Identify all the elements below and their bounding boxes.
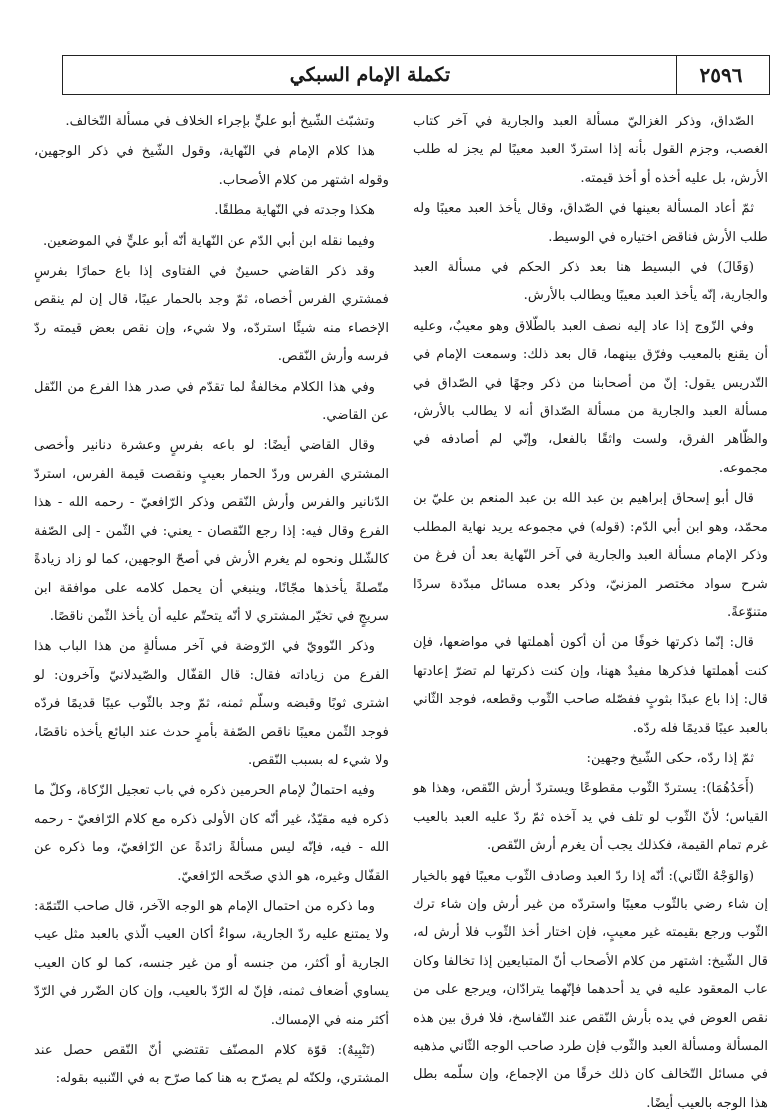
paragraph: وفي الزّوج إذا عاد إليه نصف العبد بالطّلاق وهو معيبٌ، وعليه أن يقنع بالمعيب وفرّق بينهما، قال بعد ذلك: وسمعت الإمام في التّدريس يقول: إنّ من أصحابنا من ذكر وجهًا في الصّداق في مسألة العبد والجارية من مسألة الصّداق أنه لا يطالب بالأرش، والظّاهر الفرق، ولست واثقًا بالفعل، وإنّي لم أصادفه في مجموعه. (413, 318, 768, 476)
paragraph: (وَقَالَ) في البسيط هنا بعد ذكر الحكم في مسألة العبد والجارية، إنّه يأخذ العبد معيبًا ويطالب بالأرش. (413, 260, 768, 304)
header-divider (676, 56, 677, 94)
paragraph: وتشبّث الشّيخ أبو عليٍّ بإجراء الخلاف في مسألة التّخالف. (65, 114, 375, 129)
paragraph: وفيما نقله ابن أبي الدّم عن النّهاية أنّه أبو عليٍّ في الموضعين. (42, 233, 375, 249)
page-number: ٢٥٩٦ (699, 63, 743, 87)
paragraph: (أَحَدُهُمَا): يستردّ الثّوب مقطوعًا ويستردّ أرش النّقص، وهذا هو القياس؛ لأنّ الثّوب لو تلف في يد آخذه ثمّ ردّ عليه العبد بالعيب غرم تمام القيمة، فكذلك يجب أن يغرم أرش النّقص. (413, 781, 768, 854)
paragraph: الصّداق، وذكر الغزاليّ مسألة العبد والجارية في آخر كتاب الغصب، وجزم القول بأنه إذا استردّ العبد معيبًا لم يجز له طلب الأرش، بل عليه أخذه أو أخذ قيمته. (413, 114, 768, 186)
paragraph: قال أبو إسحاق إبراهيم بن عبد الله بن عبد المنعم بن عليّ بن محمّد، وهو ابن أبي الدّم: (قوله) في مجموعه يريد نهاية المطلب وذكر الإمام مسألة العبد والجارية في آخر النّهاية بعد أن فرغ من شرح سواد مختصر المزنيّ، وذكر بعده مسائل مبدّدة سردًا متنوّعةً. (413, 491, 768, 620)
paragraph: وقد ذكر القاضي حسينٌ في الفتاوى إذا باع حمارًا بفرسٍ فمشتري الفرس أخصاه، ثمّ وجد بالحمار عيبًا، قال إن لم ينقص الإخصاء منه شيئًا استردّه، ولا شيء، وإن نقص بعض قيمته ردّ فرسه وأرش النّقص. (34, 264, 389, 365)
paragraph: هكذا وجدته في النّهاية مطلقًا. (214, 203, 375, 219)
paragraph: وما ذكره من احتمال الإمام هو الوجه الآخر، قال صاحب التّتمّة: ولا يمتنع عليه ردّ الجارية، سواءٌ أكان العيب الّذي بالعبد مثل عيب الجارية أو أكثر، من جنسه أو من غير جنسه، كما لو كان العيب يساوي أضعاف ثمنه، فإنّ له الرّدّ بالعيب، وإن كان الضّرر في الرّدّ أكثر منه في الإمساك. (34, 898, 389, 1028)
paragraph: (وَالوَجْهُ الثّاني): أنّه إذا ردّ العبد وصادف الثّوب معيبًا فهو بالخيار إن شاء رضي بالثّوب معيبًا واستردّه من غير أرش وإن شاء ترك الثّوب ورجع بقيمته غير معيبٍ، فإن اختار أخذ الثّوب فلا أرش له، قال الشّيخ: اشتهر من كلام الأصحاب أنّ المتبايعين إذا تخالفا وكان عاب المعقود عليه في يد أحدهما فإنّهما يترادّان، ويرجع على من نقص العوض في يده بأرش النّقص عند التّفاسخ، فلا فرق بين هذه المسألة ومسألة العبد والثّوب فإن طرد صاحب الوجه الثّاني مذهبه في مسائل التّخالف كان ذلك خرقًا من الإجماع، وإن سلّمه بطل هذا الوجه بالعيب أيضًا. (413, 868, 768, 1111)
left-column (34, 108, 389, 1088)
page-header (62, 55, 770, 95)
paragraph: (تَنْبِيهٌ): قوّة كلام المصنّف تقتضي أنّ النّقص حصل عند المشتري، ولكنّه لم يصرّح به هنا كما صرّح به في التّنبيه بقوله: (34, 1043, 389, 1087)
paragraph: وفيه احتمالٌ لإمام الحرمين ذكره في باب تعجيل الزّكاة، وكلّ ما ذكره فيه مقيّدٌ، غير أنّه كان الأولى ذكره مع كلام الرّافعيّ - رحمه الله - فيه، فإنّه ليس مسألةً زائدةً عن الرّافعيّ، وما ذكره عن القفّال وغيره، هو الذي صحّحه الرّافعيّ. (34, 783, 389, 884)
paragraph: ثمّ أعاد المسألة بعينها في الصّداق، وقال يأخذ العبد معيبًا وله طلب الأرش فناقض اختياره في الوسيط. (413, 201, 768, 245)
paragraph: هذا كلام الإمام في النّهاية، وقول الشّيخ في ذكر الوجهين، وقوله اشتهر من كلام الأصحاب. (34, 144, 389, 188)
paragraph: وقال القاضي أيضًا: لو باعه بفرسٍ وعشرة دنانير وأخصى المشتري الفرس وردّ الحمار بعيبٍ ونقصت قيمة الفرس، استردّ الدّنانير والفرس وأرش النّقص وذكر الرّافعيّ - رحمه الله - هذا الفرع وقال فيه: إذا رجع النّقصان - يعني: في الثّمن - إلى الصّفة كالشّلل ونحوه لم يغرم الأرش في أصحّ الوجهين، كما لو زاد زيادةً متّصلةً يأخذها مجّانًا، وينبغي أن يحمل كلامه على موافقة ابن سريجٍ في تخيّر المشتري لا أنّه يتحتّم عليه أن يأخذ الثّمن ناقصًا. (34, 438, 389, 624)
text-columns (34, 108, 768, 1111)
paragraph: وذكر النّوويّ في الرّوضة في آخر مسألةٍ من هذا الباب هذا الفرع من زياداته فقال: قال القفّال والصّيدلانيّ وآخرون: لو اشترى ثوبًا وقبضه وسلّم ثمنه، ثمّ وجد بالثّوب عيبًا قديمًا فردّه فوجد الثّمن معيبًا ناقص الصّفة بأمرٍ حدث عند البائع يأخذه ناقصًا، ولا شيء له بسبب النّقص. (34, 639, 389, 768)
right-column (413, 108, 768, 1111)
paragraph: ثمّ إذا ردّه، حكى الشّيخ وجهين: (586, 750, 754, 766)
paragraph: وفي هذا الكلام مخالفةٌ لما تقدّم في صدر هذا الفرع من النّقل عن القاضي. (34, 379, 389, 424)
book-title: تكملة الإمام السبكي (289, 64, 451, 86)
paragraph: قال: إنّما ذكرتها خوفًا من أن أكون أهملتها في مواضعها، فإن كنت أهملتها فذكرها مفيدٌ ههنا، وإن كنت ذكرتها لم تضرّ إعادتها قال: إذا باع عبدًا بثوبٍ ففصّله صاحب الثّوب وقطعه، فوجد الثّاني بالعبد عيبًا قديمًا فله ردّه. (413, 635, 768, 736)
